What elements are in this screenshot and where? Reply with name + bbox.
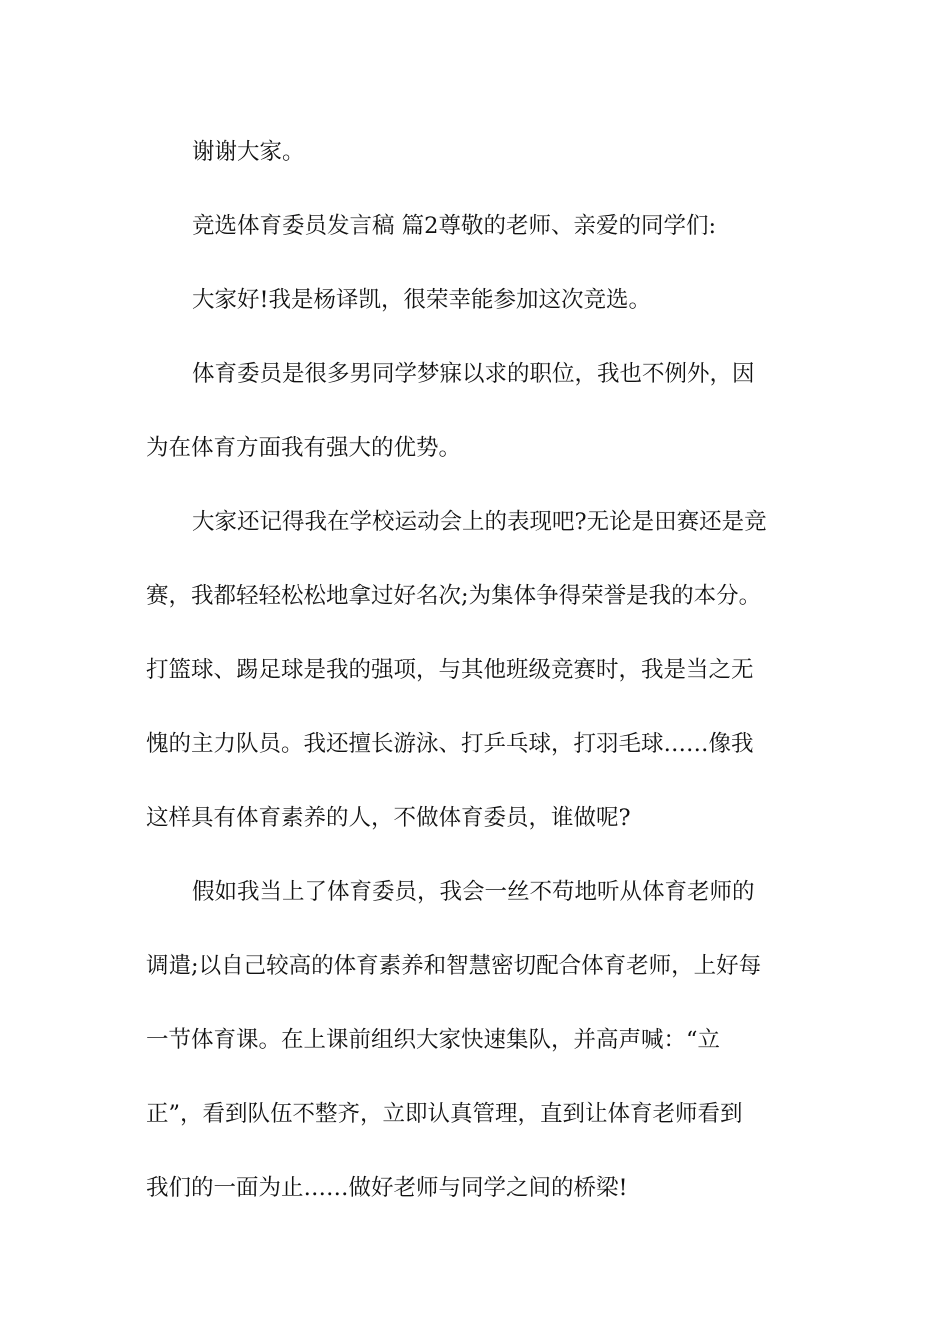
paragraph-position-line-1: 体育委员是很多男同学梦寐以求的职位，我也不例外，因 bbox=[192, 360, 755, 387]
paragraph-plan-line-2: 调遣;以自己较高的体育素养和智慧密切配合体育老师，上好每 bbox=[146, 952, 762, 979]
paragraph-sports-line-5: 这样具有体育素养的人，不做体育委员，谁做呢? bbox=[146, 804, 631, 831]
paragraph-position-line-2: 为在体育方面我有强大的优势。 bbox=[146, 434, 462, 461]
paragraph-thanks: 谢谢大家。 bbox=[192, 139, 305, 165]
paragraph-sports-line-4: 愧的主力队员。我还擅长游泳、打乒乓球，打羽毛球……像我 bbox=[146, 730, 754, 757]
speech-text bbox=[146, 128, 812, 1238]
paragraph-plan-line-3: 一节体育课。在上课前组织大家快速集队，并高声喊：“立 bbox=[146, 1026, 721, 1053]
paragraph-sports-line-2: 赛，我都轻轻松松地拿过好名次;为集体争得荣誉是我的本分。 bbox=[146, 582, 762, 609]
paragraph-sports-line-1: 大家还记得我在学校运动会上的表现吧?无论是田赛还是竞 bbox=[192, 508, 767, 535]
paragraph-sports-line-3: 打篮球、踢足球是我的强项，与其他班级竞赛时，我是当之无 bbox=[146, 656, 754, 683]
paragraph-plan-line-4: 正”，看到队伍不整齐，立即认真管理，直到让体育老师看到 bbox=[146, 1100, 743, 1127]
paragraph-heading-greeting: 竞选体育委员发言稿 篇2尊敬的老师、亲爱的同学们: bbox=[192, 212, 717, 239]
paragraph-plan-line-1: 假如我当上了体育委员，我会一丝不苟地听从体育老师的 bbox=[192, 878, 755, 905]
paragraph-plan-line-5: 我们的一面为止……做好老师与同学之间的桥梁! bbox=[146, 1174, 628, 1201]
paragraph-intro: 大家好!我是杨译凯，很荣幸能参加这次竞选。 bbox=[192, 286, 652, 313]
